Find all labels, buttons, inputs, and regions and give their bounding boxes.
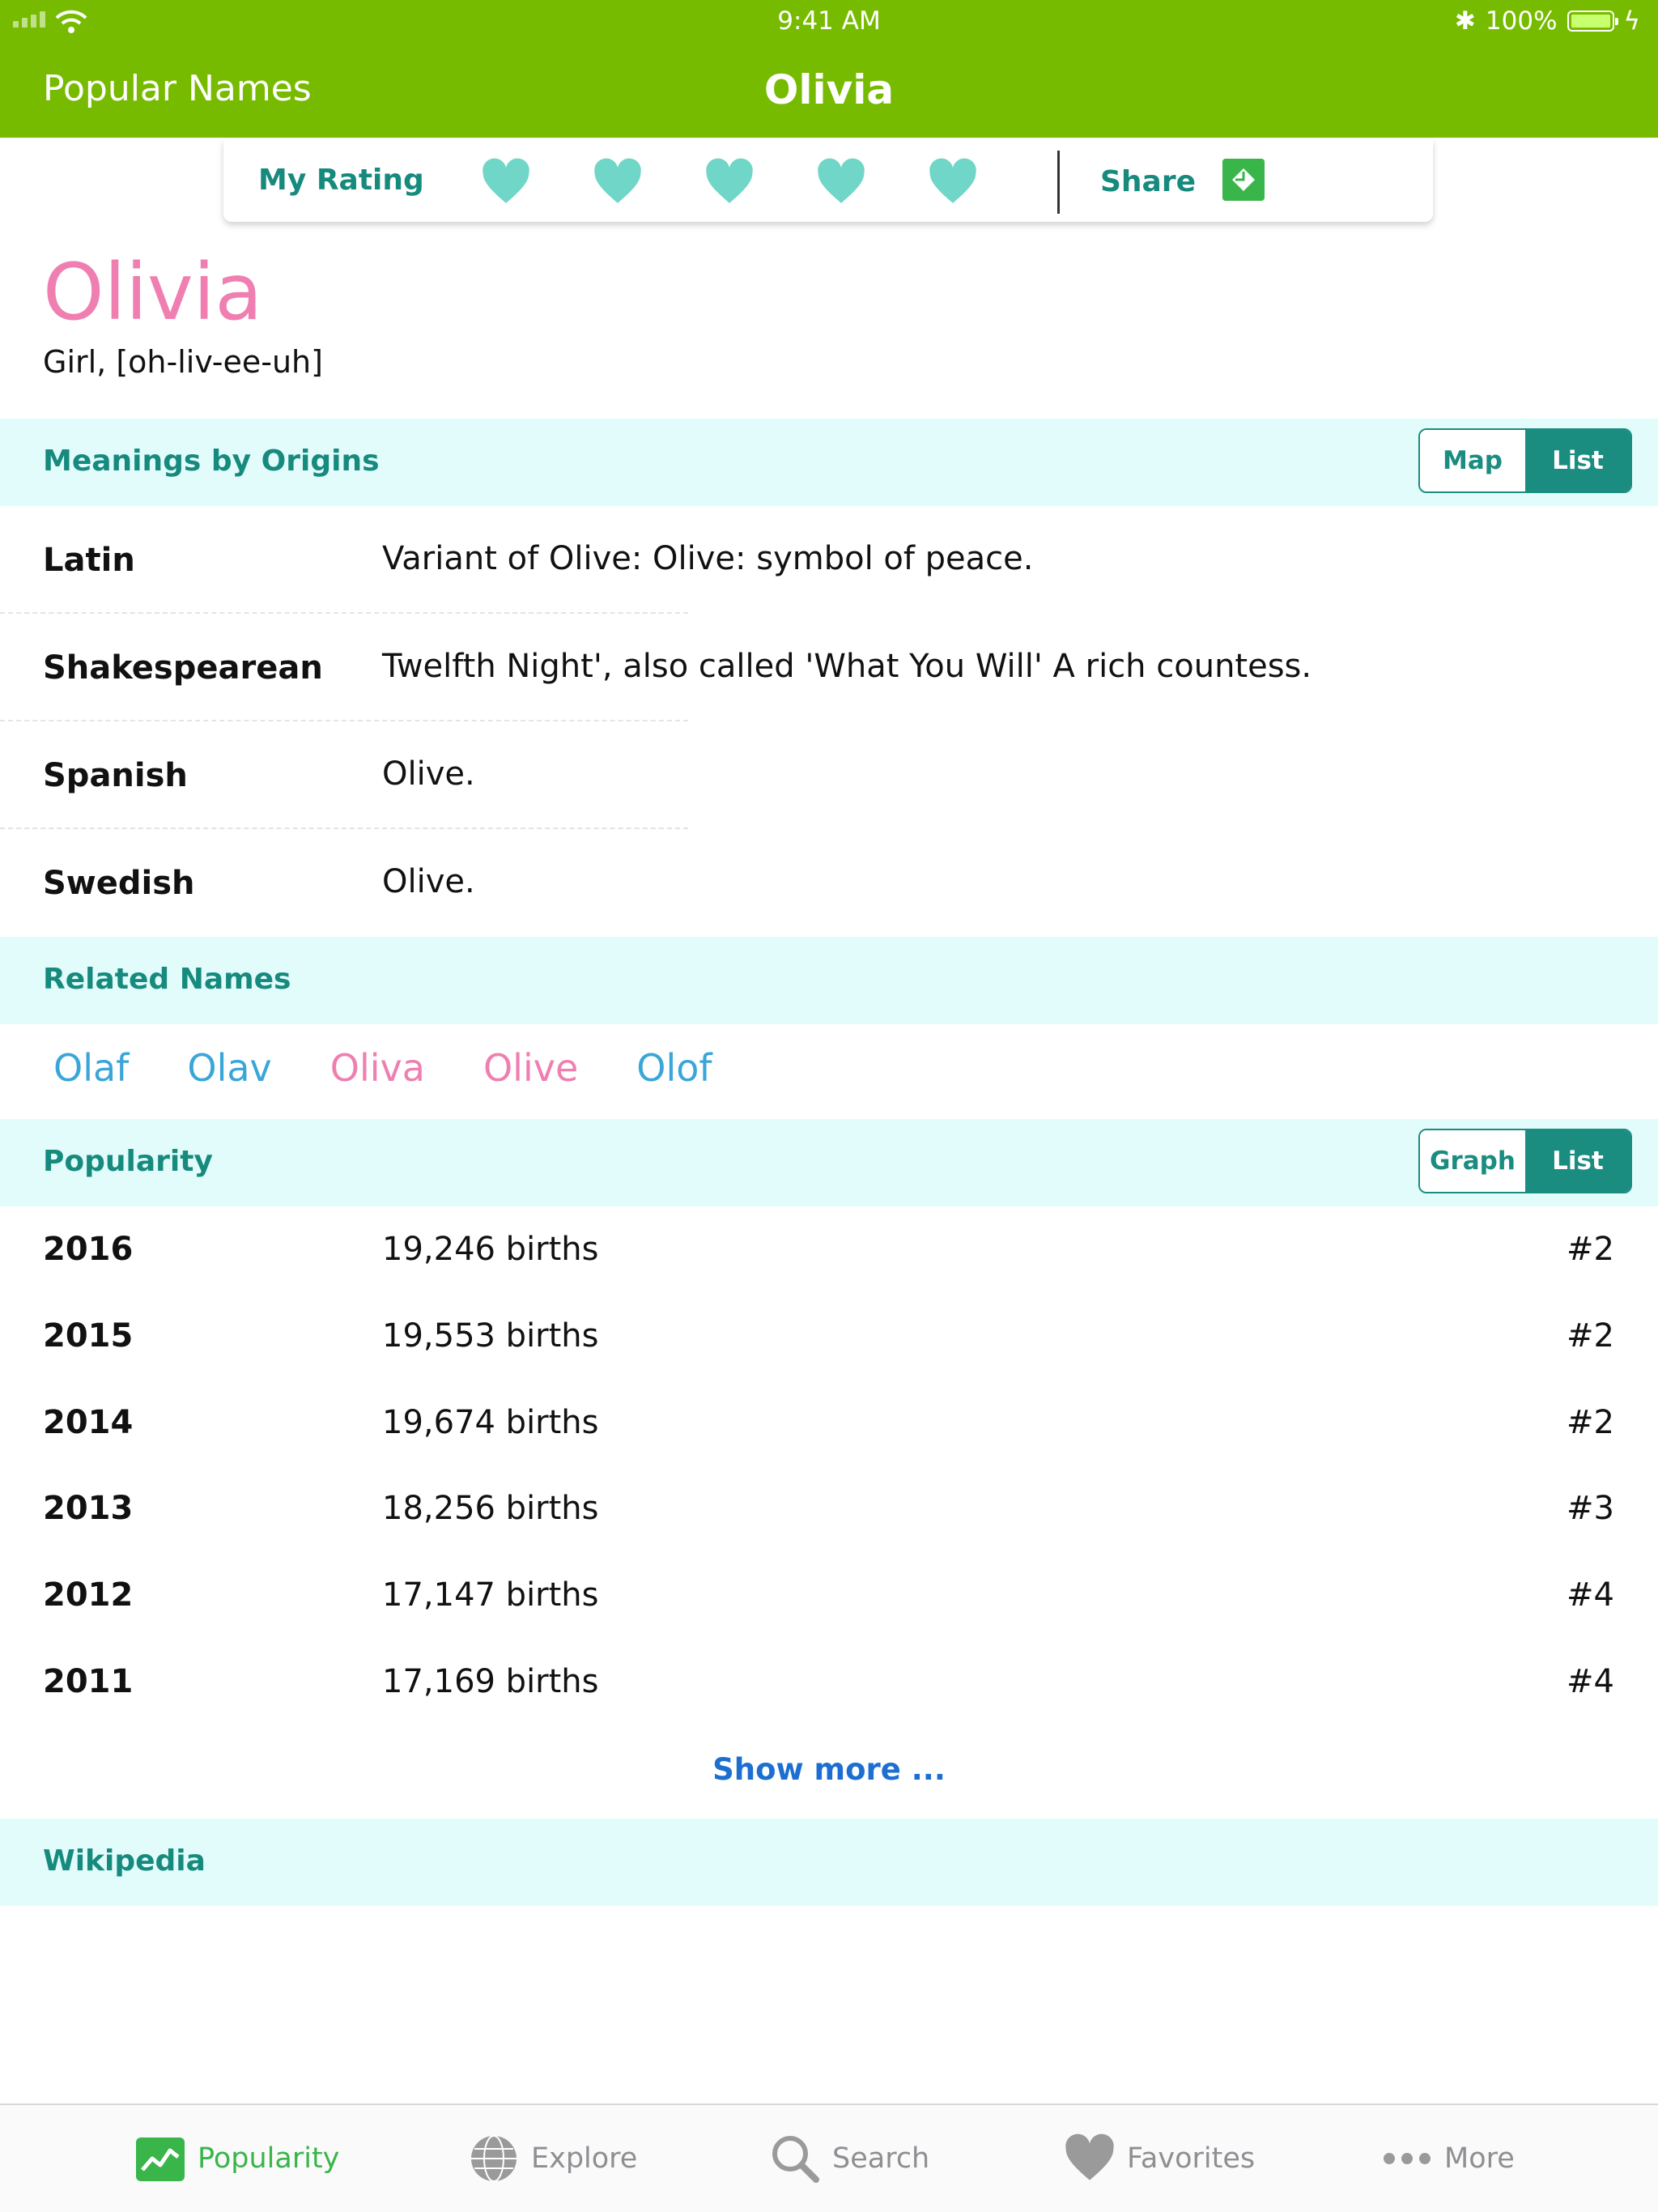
globe-icon xyxy=(468,2133,520,2184)
status-time: 9:41 AM xyxy=(777,6,881,36)
year: 2012 xyxy=(43,1576,134,1614)
ellipsis-icon xyxy=(1381,2133,1433,2184)
births: 17,147 births xyxy=(382,1576,599,1614)
births: 19,553 births xyxy=(382,1317,599,1355)
tab-label: More xyxy=(1444,2142,1515,2175)
origin-row xyxy=(0,829,1658,937)
popularity-toggle xyxy=(1418,1129,1632,1193)
year: 2011 xyxy=(43,1663,134,1700)
graph-toggle-button[interactable]: Graph xyxy=(1420,1130,1525,1192)
tab-label: Popularity xyxy=(198,2142,340,2175)
popularity-row xyxy=(0,1639,1658,1725)
births: 17,169 births xyxy=(382,1663,599,1700)
related-header: Related Names xyxy=(43,963,291,996)
related-name-link[interactable]: Oliva xyxy=(329,1046,425,1090)
map-toggle-button[interactable]: Map xyxy=(1420,430,1525,491)
origin-meaning: Twelfth Night', also called 'What You Will' A rich countess. xyxy=(382,648,1312,685)
nav-title: Olivia xyxy=(763,66,895,113)
share-button[interactable]: Share xyxy=(1100,165,1197,198)
rating-hearts xyxy=(481,157,978,207)
tab-label: Favorites xyxy=(1127,2142,1256,2175)
magnifier-icon xyxy=(769,2133,821,2184)
wikipedia-header: Wikipedia xyxy=(43,1844,206,1878)
popularity-row xyxy=(0,1293,1658,1379)
rating-heart-2-icon[interactable] xyxy=(593,157,643,207)
rating-divider xyxy=(1057,151,1060,214)
rating-heart-4-icon[interactable] xyxy=(816,157,866,207)
rank: #4 xyxy=(1567,1663,1614,1700)
popularity-row xyxy=(0,1465,1658,1551)
related-name-link[interactable]: Olof xyxy=(636,1046,712,1090)
meanings-toggle xyxy=(1418,428,1632,493)
origin-name: Shakespearean xyxy=(43,649,323,687)
origin-row xyxy=(0,506,1658,614)
rating-card xyxy=(223,139,1433,222)
tab-explore[interactable] xyxy=(468,2105,637,2212)
popularity-header: Popularity xyxy=(43,1145,213,1178)
origin-name: Latin xyxy=(43,542,135,579)
popularity-section-header xyxy=(0,1119,1658,1206)
related-name-link[interactable]: Olaf xyxy=(53,1046,130,1090)
tab-search[interactable] xyxy=(769,2105,929,2212)
chart-icon xyxy=(134,2133,186,2184)
back-button[interactable]: Popular Names xyxy=(43,68,312,109)
list-toggle-button[interactable]: List xyxy=(1525,1130,1630,1192)
charging-icon: ϟ xyxy=(1623,6,1640,36)
rank: #3 xyxy=(1567,1490,1614,1527)
tab-more[interactable] xyxy=(1381,2105,1515,2212)
tab-bar xyxy=(0,2104,1658,2212)
year: 2013 xyxy=(43,1490,134,1527)
rank: #4 xyxy=(1567,1576,1614,1614)
rating-heart-3-icon[interactable] xyxy=(704,157,755,207)
name-title: Olivia xyxy=(43,247,263,338)
rating-heart-5-icon[interactable] xyxy=(928,157,978,207)
origin-row xyxy=(0,614,1658,721)
rating-heart-1-icon[interactable] xyxy=(481,157,531,207)
related-name-link[interactable]: Olive xyxy=(483,1046,579,1090)
list-toggle-button[interactable]: List xyxy=(1525,430,1630,491)
popularity-row xyxy=(0,1380,1658,1465)
origin-meaning: Variant of Olive: Olive: symbol of peace. xyxy=(382,540,1034,577)
year: 2015 xyxy=(43,1317,134,1355)
show-more-link[interactable]: Show more ... xyxy=(712,1752,946,1787)
popularity-row xyxy=(0,1552,1658,1638)
my-rating-label: My Rating xyxy=(258,164,424,197)
births: 19,674 births xyxy=(382,1404,599,1441)
origin-name: Spanish xyxy=(43,757,188,794)
wikipedia-section-header xyxy=(0,1819,1658,1906)
tab-label: Search xyxy=(832,2142,930,2175)
tab-popularity[interactable] xyxy=(134,2105,339,2212)
popularity-row xyxy=(0,1206,1658,1292)
origin-meaning: Olive. xyxy=(382,863,475,900)
battery-icon xyxy=(1567,11,1614,32)
year: 2016 xyxy=(43,1231,134,1268)
bluetooth-icon: ✱ xyxy=(1454,6,1476,36)
origin-row xyxy=(0,721,1658,829)
meanings-section-header xyxy=(0,419,1658,506)
rank: #2 xyxy=(1567,1404,1614,1441)
births: 18,256 births xyxy=(382,1490,599,1527)
origin-name: Swedish xyxy=(43,865,195,902)
status-bar xyxy=(0,0,1658,45)
rank: #2 xyxy=(1567,1317,1614,1355)
related-section-header xyxy=(0,937,1658,1024)
related-name-link[interactable]: Olav xyxy=(187,1046,272,1090)
heart-icon xyxy=(1064,2133,1116,2184)
battery-percent: 100% xyxy=(1485,6,1558,36)
year: 2014 xyxy=(43,1404,134,1441)
origin-meaning: Olive. xyxy=(382,755,475,793)
related-names-list xyxy=(53,1046,712,1090)
navigation-bar xyxy=(0,45,1658,138)
share-icon[interactable] xyxy=(1222,159,1265,201)
rank: #2 xyxy=(1567,1231,1614,1268)
name-subtitle: Girl, [oh-liv-ee-uh] xyxy=(43,344,323,380)
meanings-header: Meanings by Origins xyxy=(43,445,380,478)
births: 19,246 births xyxy=(382,1231,599,1268)
tab-favorites[interactable] xyxy=(1064,2105,1255,2212)
tab-label: Explore xyxy=(531,2142,638,2175)
